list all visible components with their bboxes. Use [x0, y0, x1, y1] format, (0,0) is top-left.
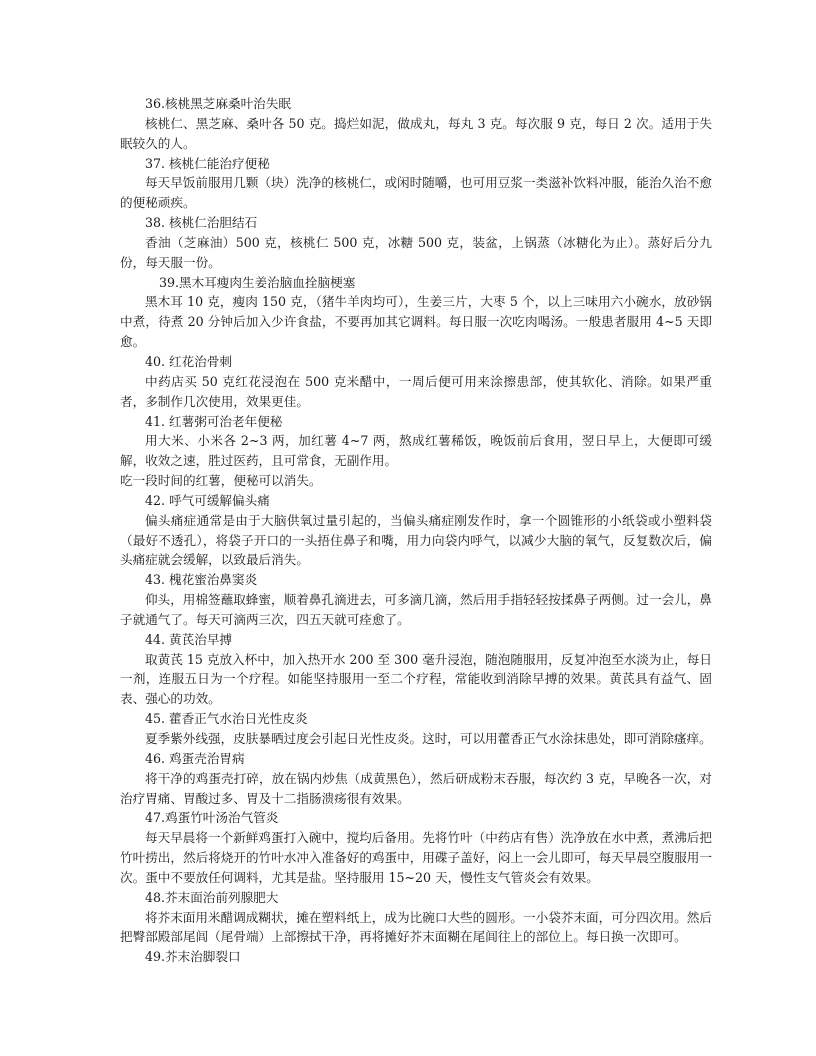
entry-body-42: 偏头痛症通常是由于大脑供氧过量引起的，当偏头痛症刚发作时，拿一个圆锥形的小纸袋或小塑料袋（最好不透孔），将袋子开口的一头捂住鼻子和嘴，用力向袋内呼气，以减少大脑的氧气，反复数次后，偏头痛症就会缓解，以致最后消失。: [120, 512, 712, 568]
entry-title-41: 41. 红薯粥可治老年便秘: [145, 413, 283, 429]
entry-title-44: 44. 黄芪治早搏: [145, 631, 233, 647]
entry-title-38: 38. 核桃仁治胆结石: [145, 215, 258, 231]
entry-body-45: 夏季紫外线强，皮肤暴晒过度会引起日光性皮炎。这时，可以用藿香正气水涂抹患处，即可消除瘙痒。: [145, 731, 712, 746]
entry-body-44: 取黄芪 15 克放入杯中，加入热开水 200 至 300 毫升浸泡，随泡随服用，反复冲泡至水淡为止，每日一剂，连服五日为一个疗程。如能坚持服用一至二个疗程，常能收到消除早搏的效果。黄芪具有益气、固表、强心的功效。: [120, 651, 712, 707]
entry-title-39: 39.黑木耳瘦肉生姜治脑血拴脑梗塞: [159, 274, 356, 290]
entry-body-39: 黑木耳 10 克，瘦肉 150 克，（猪牛羊肉均可），生姜三片，大枣 5 个，以上三味用六小碗水，放砂锅中煮，待煮 20 分钟后加入少许食盐，不要再加其它调料。每日服一次吃肉喝汤。一般患者服用 4~5 天即愈。: [120, 294, 712, 350]
entry-title-43: 43. 槐花蜜治鼻窦炎: [145, 572, 258, 588]
entry-body-47: 每天早晨将一个新鲜鸡蛋打入碗中，搅均后备用。先将竹叶（中药店有售）洗净放在水中煮，煮沸后把竹叶捞出，然后将烧开的竹叶水冲入准备好的鸡蛋中，用碟子盖好，闷上一会儿即可，每天早晨空腹服用一次。蛋中不要放任何调料，尤其是盐。坚持服用 15~20 天，慢性支气管炎会有效果。: [120, 830, 712, 885]
entry-title-49: 49.芥末治脚裂口: [145, 949, 241, 965]
entry-body-46: 将干净的鸡蛋壳打碎，放在锅内炒焦（成黄黑色），然后研成粉末吞服，每次约 3 克，早晚各一次，对治疗胃痛、胃酸过多、胃及十二指肠溃疡很有效果。: [120, 770, 712, 806]
entry-title-40: 40. 红花治骨刺: [145, 353, 233, 369]
entry-body-40: 中药店买 50 克红花浸泡在 500 克米醋中，一周后便可用来涂擦患部，使其软化、消除。如果严重者，多制作几次使用，效果更佳。: [120, 373, 712, 409]
entry-body-37: 每天早饭前服用几颗（块）洗净的核桃仁，或闲时随嚼，也可用豆浆一类滋补饮料冲服，能治久治不愈的便秘顽疾。: [120, 175, 712, 211]
document-page: [120, 94, 712, 967]
entry-body-43: 仰头，用棉签蘸取蜂蜜，顺着鼻孔滴进去，可多滴几滴，然后用手指轻轻按揉鼻子两侧。过一会儿，鼻子就通气了。每天可滴两三次，四五天就可痊愈了。: [120, 592, 712, 627]
entry-title-47: 47.鸡蛋竹叶汤治气管炎: [145, 810, 279, 826]
entry-title-37: 37. 核桃仁能治疗便秘: [145, 155, 270, 171]
entry-title-42: 42. 呼气可缓解偏头痛: [145, 492, 270, 508]
entry-title-46: 46. 鸡蛋壳治胃病: [145, 750, 245, 766]
entry-title-48: 48.芥末面治前列腺肥大: [145, 889, 279, 905]
entry-body-38: 香油（芝麻油）500 克，核桃仁 500 克，冰糖 500 克，装盆，上锅蒸（冰糖化为止）。蒸好后分九份，每天服一份。: [120, 234, 712, 270]
entry-body-36: 核桃仁、黑芝麻、桑叶各 50 克。捣烂如泥，做成丸，每丸 3 克。每次服 9 克，每日 2 次。适用于失眠较久的人。: [120, 115, 712, 151]
entry-title-45: 45. 藿香正气水治日光性皮炎: [145, 711, 308, 727]
entry-extra-41: 吃一段时间的红薯，便秘可以消失。: [120, 473, 322, 489]
entry-body-48: 将芥末面用米醋调成糊状，摊在塑料纸上，成为比碗口大些的圆形。一小袋芥末面，可分四次用。然后把臀部殿部尾闾（尾骨端）上部擦拭干净，再将摊好芥末面糊在尾闾往上的部位上。每日换一次即可。: [120, 909, 712, 945]
entry-body-41: 用大米、小米各 2~3 两，加红薯 4~7 两，熬成红薯稀饭，晚饭前后食用，翌日早上，大便即可缓解，收效之速，胜过医药，且可常食，无副作用。: [120, 433, 712, 469]
entry-title-36: 36.核桃黑芝麻桑叶治失眠: [145, 96, 291, 111]
